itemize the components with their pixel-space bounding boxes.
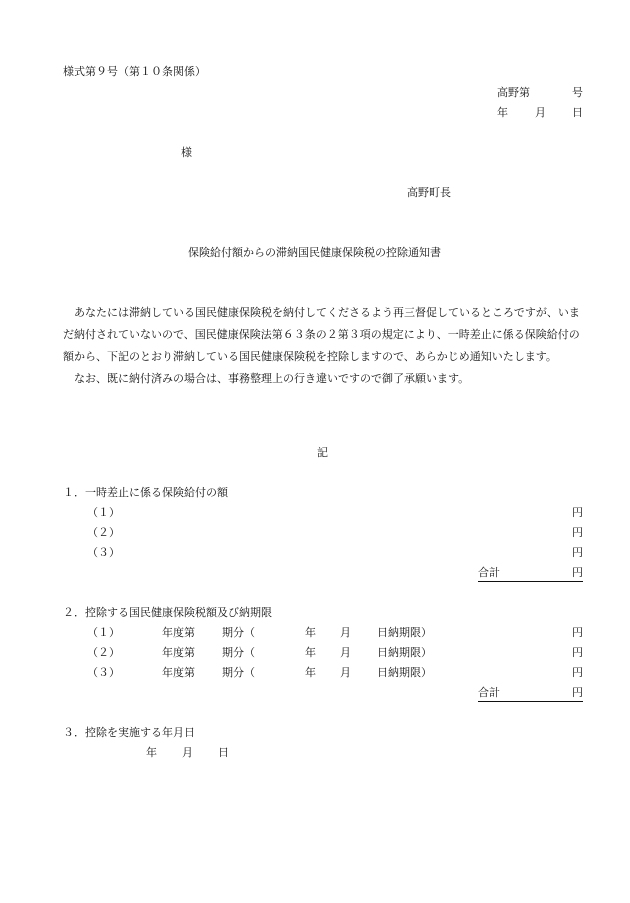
section1-heading: １．一時差止に係る保険給付の額: [63, 486, 228, 499]
date-month: 月: [535, 106, 546, 119]
section2-item-period: 期分（: [222, 646, 255, 659]
section2-item-period: 期分（: [222, 626, 255, 639]
section2-item-year-term: 年度第: [162, 646, 195, 659]
section2-item-unit: 円: [572, 626, 583, 639]
section1-item-unit: 円: [572, 526, 583, 539]
section2-item-due: 日納期限）: [377, 646, 432, 659]
section2-total-row: [478, 686, 583, 702]
section2-heading: ２．控除する国民健康保険税額及び納期限: [63, 606, 272, 619]
addressee-honorific: 様: [181, 146, 192, 159]
section2-item-year: 年: [305, 666, 316, 679]
date-day: 日: [572, 106, 583, 119]
section2-item-period: 期分（: [222, 666, 255, 679]
section2-item-due: 日納期限）: [377, 626, 432, 639]
section1-item-unit: 円: [572, 546, 583, 559]
section1-item-label: （２）: [87, 526, 120, 539]
section2-item-year: 年: [305, 626, 316, 639]
date-year: 年: [497, 106, 508, 119]
section2-item-year-term: 年度第: [162, 626, 195, 639]
section1-item-label: （１）: [87, 506, 120, 519]
section2-item-unit: 円: [572, 646, 583, 659]
form-label: 様式第９号（第１０条関係）: [63, 65, 206, 78]
section2-item-label: （３）: [87, 666, 120, 679]
ki-label: 記: [317, 446, 328, 459]
body-text: [63, 302, 588, 390]
body-paragraph-1: あなたには滞納している国民健康保険税を納付してくださるよう再三督促しているところですが、いまだ納付されていないので、国民健康保険法第６３条の２第３項の規定により、一時差止に係る保険給付の額から、下記のとおり滞納している国民健康保険税を控除しますので、あらかじめ通知いたします。: [63, 306, 580, 363]
section1-total-label: 合計: [478, 566, 500, 579]
body-paragraph-2: なお、既に納付済みの場合は、事務整理上の行き違いですので御了承願います。: [74, 372, 470, 385]
section1-item-unit: 円: [572, 506, 583, 519]
section3-month: 月: [182, 746, 193, 759]
section2-item-due: 日納期限）: [377, 666, 432, 679]
doc-number-suffix: 号: [572, 86, 583, 99]
section3-heading: ３．控除を実施する年月日: [63, 726, 195, 739]
section1-total-row: [478, 566, 583, 582]
section3-day: 日: [218, 746, 229, 759]
section2-item-month: 月: [340, 666, 351, 679]
section2-item-label: （１）: [87, 626, 120, 639]
section2-total-label: 合計: [478, 686, 500, 699]
section2-item-unit: 円: [572, 666, 583, 679]
section2-item-month: 月: [340, 626, 351, 639]
section3-year: 年: [146, 746, 157, 759]
section2-item-label: （２）: [87, 646, 120, 659]
document-title: 保険給付額からの滞納国民健康保険税の控除通知書: [188, 246, 441, 259]
section1-item-label: （３）: [87, 546, 120, 559]
section2-item-year: 年: [305, 646, 316, 659]
doc-number-prefix: 高野第: [497, 86, 530, 99]
section2-item-month: 月: [340, 646, 351, 659]
section2-total-unit: 円: [572, 686, 583, 699]
sender-name: 高野町長: [407, 186, 451, 199]
section1-total-unit: 円: [572, 566, 583, 579]
section2-item-year-term: 年度第: [162, 666, 195, 679]
